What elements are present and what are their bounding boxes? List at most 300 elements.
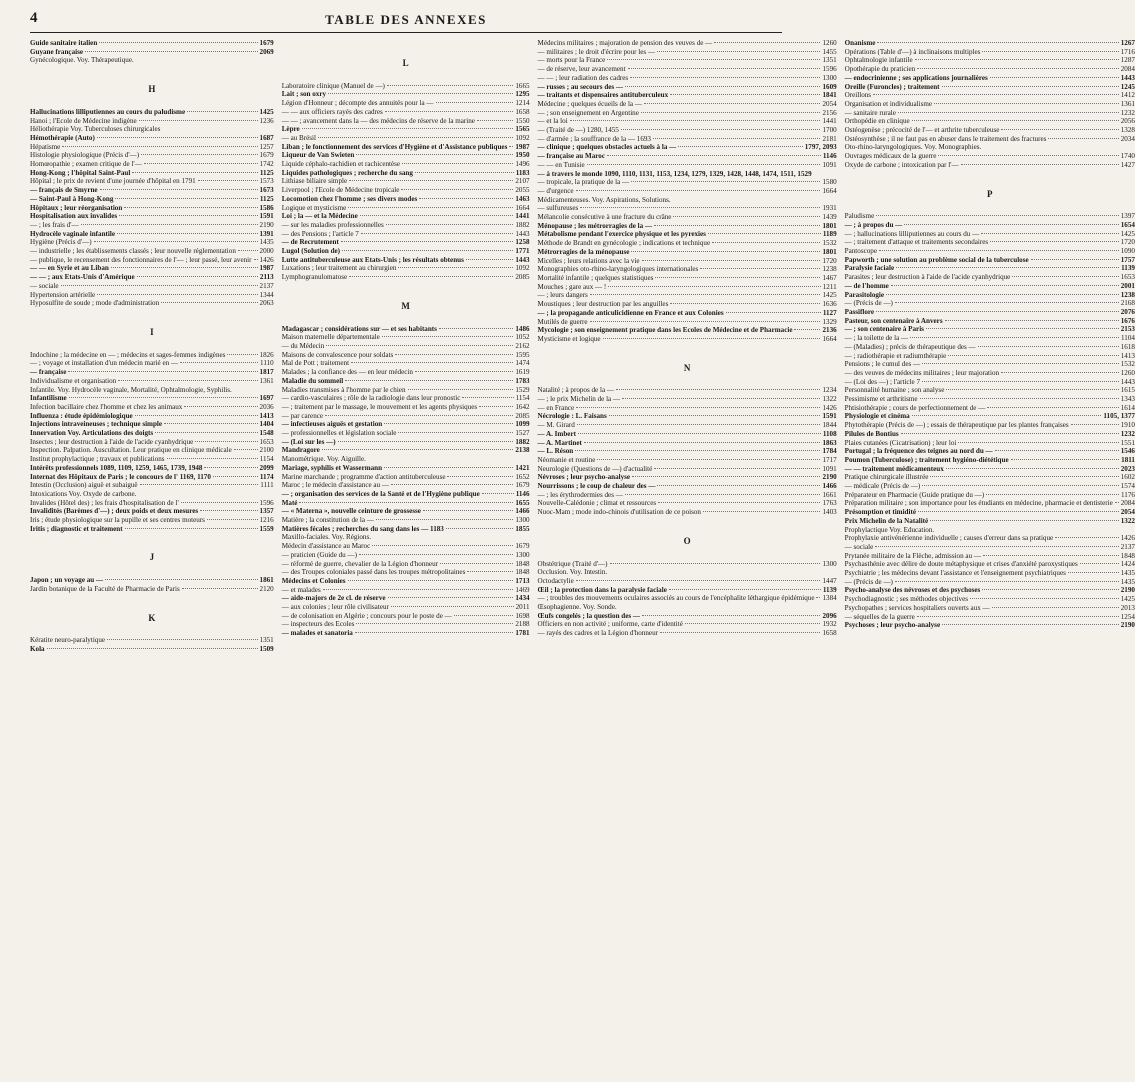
dot-leader (714, 42, 820, 43)
dot-leader (360, 215, 514, 216)
index-entry (845, 352, 1135, 361)
dot-leader (105, 579, 257, 580)
dot-leader (982, 51, 1118, 52)
entry-page: 1757 (1120, 255, 1135, 264)
dot-leader (995, 450, 1119, 451)
entry-page: 1357 (259, 507, 274, 516)
dot-leader (1011, 459, 1120, 460)
index-entry (30, 507, 274, 516)
index-entry (30, 499, 274, 508)
entry-text: Psychoses ; leur psycho-analyse (844, 621, 941, 630)
dot-leader (946, 468, 1119, 469)
entry-text: — aide-majors de 2e cl. de réserve (281, 594, 386, 603)
dot-leader (876, 311, 1119, 312)
entry-page: 1573 (259, 177, 274, 186)
dot-leader (920, 398, 1119, 399)
entry-text: — des Troupes coloniales passé dans les troupes métropolitaines (281, 568, 466, 577)
index-entry (538, 412, 837, 421)
entry-text: — inspecteurs des Ecoles (281, 620, 355, 629)
dot-leader (904, 224, 1118, 225)
entry-text: — ; son centenaire à Paris (844, 325, 924, 334)
entry-page: 1586 (259, 203, 274, 212)
entry-text: Prophylactique Voy. Education. (844, 525, 935, 534)
dot-leader (423, 510, 513, 511)
dot-leader (630, 77, 820, 78)
entry-page: 1713 (515, 576, 530, 585)
entry-page: 1661 (822, 490, 837, 499)
index-entry (538, 187, 837, 196)
dot-leader (436, 102, 514, 103)
dot-leader (1071, 424, 1119, 425)
index-entry (30, 420, 274, 429)
index-entry (538, 421, 837, 430)
index-entry (845, 430, 1135, 439)
section-letter: O (683, 535, 691, 546)
entry-text: — médicale (Précis de —) (844, 482, 921, 491)
entry-text: Jardin botanique de la Faculté de Pharmacie de Paris (30, 584, 180, 593)
dot-leader (338, 441, 514, 442)
entry-text: Prophylaxie antivénérienne individuelle ; causes d'erreur dans sa pratique (844, 534, 1054, 543)
dot-leader (238, 250, 258, 251)
entry-text: Maladies transmises à l'homme par le chien (281, 385, 406, 394)
dot-leader (345, 380, 513, 381)
dot-leader (658, 502, 820, 503)
dot-leader (570, 120, 821, 121)
index-entry (538, 239, 837, 248)
entry-page: 1412 (1120, 91, 1135, 100)
entry-page: 1463 (515, 194, 530, 203)
entry-text: — praticien (Guide du —) (281, 550, 357, 559)
entry-page: 1176 (1121, 490, 1135, 499)
entry-page: 1434 (515, 594, 530, 603)
index-entry (282, 273, 530, 282)
dot-leader (609, 415, 821, 416)
index-entry (845, 39, 1135, 48)
index-entry (30, 576, 274, 585)
dot-leader (446, 528, 513, 529)
entry-page: 2096 (822, 611, 837, 620)
entry-text: — russes ; au secours des — (537, 82, 624, 91)
entry-text: Nourrissons ; le coup de chaleur des — (537, 482, 656, 491)
index-entry (30, 125, 274, 134)
entry-page: 1720 (822, 256, 837, 265)
index-entry (845, 473, 1135, 482)
index-entry (282, 151, 530, 160)
dot-leader (342, 250, 513, 251)
entry-page: 1811 (1121, 455, 1135, 464)
dot-leader (990, 241, 1119, 242)
entry-page: 1232 (1120, 108, 1135, 117)
entry-page: 1238 (1120, 290, 1135, 299)
entry-text: — — ; avancement dans la — des médecins de réserve de la marine (281, 116, 475, 125)
entry-text: Marine marchande ; programme d'action antituberculeuse (281, 472, 446, 481)
entry-page: 1267 (1120, 39, 1135, 47)
entry-text: Papworth ; une solution au problème social de la tuberculose (844, 255, 1029, 264)
dot-leader (415, 371, 513, 372)
index-entry (282, 230, 530, 239)
entry-page: 1664 (515, 203, 530, 212)
dot-leader (915, 59, 1119, 60)
dot-leader (901, 433, 1119, 434)
index-entry (30, 412, 274, 421)
dot-leader (348, 580, 514, 581)
entry-text: Manométrique. Voy. Aiguille. (281, 455, 366, 464)
entry-page: 2190 (259, 220, 274, 229)
entry-text: Nécrologie : L. Faisans (537, 412, 607, 421)
entry-page: 1546 (1120, 447, 1135, 456)
dot-leader (227, 354, 257, 355)
dot-leader (678, 146, 802, 147)
entry-text: — de Recrutement (281, 238, 339, 247)
entry-page: 1509 (259, 644, 274, 653)
entry-text: Parasitologie (844, 290, 885, 299)
dot-leader (608, 286, 820, 287)
index-entry (845, 273, 1135, 282)
dot-leader (322, 449, 514, 450)
entry-text: — ; radiothérapie et radiumthérapie (844, 351, 947, 360)
index-entry (538, 326, 837, 335)
index-entry (538, 586, 837, 595)
entry-text: — cardio-vasculaires ; rôle de la radiologie dans leur pronostic (281, 394, 461, 403)
dot-leader (794, 329, 820, 330)
dot-leader (622, 398, 820, 399)
entry-page: 1125 (259, 194, 274, 203)
entry-page: 1300 (515, 550, 530, 559)
index-entry (845, 282, 1135, 291)
entry-text: Madagascar ; considérations sur — et ses habitants (281, 324, 437, 333)
index-entry (845, 65, 1135, 74)
index-entry (538, 39, 837, 48)
index-entry (845, 135, 1135, 144)
index-entry (282, 533, 530, 542)
entry-page: 1361 (1120, 99, 1135, 108)
entry-page: 1426 (259, 255, 274, 264)
entry-page: 1673 (259, 186, 274, 195)
dot-leader (384, 467, 513, 468)
dot-leader (161, 302, 257, 303)
entry-page: 1154 (259, 455, 274, 464)
index-entry (282, 351, 530, 360)
entry-page: 1817 (259, 368, 274, 377)
entry-page: 1189 (822, 230, 837, 239)
entry-text: Kératite neuro-paralytique (30, 636, 106, 645)
entry-page: 1574 (1120, 482, 1135, 491)
index-entry (282, 143, 530, 152)
entry-page: 1254 (1120, 612, 1135, 621)
entry-page: 1486 (515, 324, 530, 333)
dot-leader (382, 336, 514, 337)
index-entry (30, 368, 274, 377)
dot-leader (144, 163, 258, 164)
index-entry (538, 386, 837, 395)
section-letter: J (149, 552, 155, 563)
dot-leader (234, 449, 258, 450)
entry-page: 1679 (515, 481, 530, 490)
entry-page: 1664 (822, 334, 837, 343)
index-entry (30, 212, 274, 221)
dot-leader (482, 493, 514, 494)
entry-text: — en France (537, 403, 575, 412)
index-entry (845, 343, 1135, 352)
entry-page: 1384 (822, 594, 837, 603)
entry-page: 2188 (515, 620, 530, 629)
dot-leader (119, 215, 257, 216)
index-entry (845, 317, 1135, 326)
entry-page: 1679 (515, 542, 530, 551)
index-entry (538, 143, 837, 152)
entry-text: — ; les érythrodermies des — (537, 490, 623, 499)
entry-page: 1861 (259, 576, 274, 585)
dot-leader (655, 277, 820, 278)
dot-leader (641, 112, 821, 113)
entry-page: 1742 (259, 160, 274, 169)
index-entry (845, 247, 1135, 256)
dot-leader (1001, 372, 1119, 373)
dot-leader (669, 589, 821, 590)
entry-text: Mouches ; gare aux — ! (537, 282, 607, 291)
dot-leader (328, 93, 513, 94)
entry-text: — de l'homme (844, 281, 889, 290)
entry-text: — endocrinienne ; ses applications journalières (844, 73, 988, 82)
dot-leader (657, 485, 820, 486)
index-entry (30, 394, 274, 403)
index-entry (538, 577, 837, 586)
index-entry (282, 612, 530, 621)
index-entry (30, 160, 274, 169)
index-entry (30, 386, 274, 395)
entry-page: 1655 (515, 498, 530, 507)
entry-text: Méthode de Brandt en gynécologie ; indications et technique (537, 239, 711, 248)
entry-text: Psychasthénie avec délire de doute métaphysique et crises d'anxiété paroxystiques (844, 560, 1078, 569)
entry-text: — de réserve, leur avancement (537, 65, 626, 74)
entry-text: Névroses ; leur psycho-analyse (537, 473, 631, 482)
index-entry (845, 325, 1135, 334)
index-entry (30, 636, 274, 645)
index-entry (538, 248, 837, 257)
dot-leader (625, 86, 820, 87)
entry-page: 1532 (822, 239, 837, 248)
index-entry (30, 273, 274, 282)
index-entry (282, 525, 530, 534)
entry-page: 1466 (515, 507, 530, 516)
dot-leader (164, 423, 257, 424)
entry-page: 2137 (259, 281, 274, 290)
dot-leader (603, 338, 821, 339)
dot-leader (125, 528, 258, 529)
entry-page: 1466 (822, 482, 837, 491)
entry-page: 1565 (515, 125, 530, 134)
entry-text: — sociale (844, 542, 874, 551)
entry-text: Lugol (Solution de) (281, 247, 341, 256)
index-entry (30, 438, 274, 447)
entry-text: Gynécologique. Voy. Thérapeutique. (30, 56, 134, 65)
dot-leader (415, 172, 514, 173)
index-entry (845, 421, 1135, 430)
section-letter: I (150, 326, 154, 337)
index-entry (282, 125, 530, 134)
entry-text: Institut prophylactique ; travaux et publications (30, 455, 165, 464)
entry-text: — « Materna », nouvelle ceinture de grossesse (281, 507, 421, 516)
dot-leader (117, 233, 258, 234)
index-entry (845, 412, 1135, 421)
index-entry (282, 542, 530, 551)
entry-text: Intestin (Occlusion) aiguë et subaiguë (30, 481, 138, 490)
dot-leader (439, 328, 513, 329)
entry-text: Intérêts professionnels 1089, 1109, 1259, 1465, 1739, 1948 (30, 463, 203, 472)
index-entry (30, 204, 274, 213)
index-entry (30, 247, 274, 256)
index-entry (845, 543, 1135, 552)
entry-page: 1882 (515, 220, 530, 229)
dot-leader (351, 362, 513, 363)
entry-page: 1697 (259, 394, 274, 403)
dot-leader (673, 216, 820, 217)
dot-leader (361, 233, 514, 234)
index-entry (845, 491, 1135, 500)
entry-text: Maté (281, 498, 298, 507)
entry-page: 1548 (259, 429, 274, 438)
entry-text: Mélancolie consécutive à une fracture du crâne (537, 213, 672, 222)
dot-leader (616, 389, 821, 390)
entry-text: Liban ; le fonctionnement des services d'Hygiène et d'Assistance publiques (281, 142, 508, 151)
index-entry (538, 447, 837, 456)
entry-text: — malades et sanatoria (281, 629, 353, 638)
entry-text: Ostéogenèse ; précocité de l'— et arthrite tuberculeuse (844, 126, 1000, 135)
entry-page: 1716 (1120, 47, 1135, 56)
index-column-1 (30, 39, 274, 1079)
section-letter: K (148, 612, 156, 623)
dot-leader (254, 259, 258, 260)
entry-text: Hypertension artérielle (30, 290, 96, 299)
entry-text: Hospitalisation aux invalides (30, 212, 118, 221)
dot-leader (607, 155, 821, 156)
entry-page: 1146 (515, 489, 530, 498)
entry-text: — ; son enseignement en Argentine (537, 108, 639, 117)
dot-leader (140, 484, 259, 485)
dot-leader (302, 128, 514, 129)
entry-page: 1328 (1120, 126, 1135, 135)
entry-page: 1636 (822, 300, 837, 309)
entry-text: Opérations (Table d'—) à inclinaisons multiples (844, 47, 981, 56)
entry-page: 1595 (515, 350, 530, 359)
index-entry (845, 308, 1135, 317)
dot-leader (632, 476, 820, 477)
index-entry (282, 560, 530, 569)
index-entry (845, 404, 1135, 413)
entry-text: Lait ; son oxry (281, 90, 327, 99)
dot-leader (376, 519, 513, 520)
index-column-2 (282, 39, 530, 1079)
entry-text: — (Maladies) ; précis de thérapeutique des — (844, 342, 976, 351)
dot-leader (395, 354, 513, 355)
index-entry (30, 151, 274, 160)
index-entry (845, 439, 1135, 448)
entry-page: 1092 (515, 264, 530, 273)
entry-text: Natalité ; à propos de la — (537, 386, 614, 395)
entry-text: Iritis ; diagnostic et traitement (30, 524, 123, 533)
dot-leader (576, 580, 821, 581)
index-entry (845, 83, 1135, 92)
entry-page: 1615 (1120, 386, 1135, 395)
entry-text: Passiflore (844, 307, 875, 316)
index-entry (30, 473, 274, 482)
index-entry (30, 221, 274, 230)
index-entry (30, 490, 274, 499)
entry-page: 2034 (1120, 134, 1135, 143)
entry-text: Guyane française (30, 47, 84, 56)
entry-page: 1439 (822, 213, 837, 222)
entry-page: 1413 (1120, 351, 1135, 360)
index-entry (282, 586, 530, 595)
entry-page: 2099 (259, 463, 274, 472)
index-entry (282, 507, 530, 516)
dot-leader (68, 371, 257, 372)
entry-text: Occlusion. Voy. Intestin. (537, 568, 608, 577)
entry-text: Hanoi ; l'Ecole de Médecine indigène (30, 116, 137, 125)
entry-text: Internat des Hôpitaux de Paris ; le concours de l' 1169, 1170 (30, 472, 211, 481)
index-entry (538, 499, 837, 508)
entry-page: 2054 (1120, 508, 1135, 517)
entry-page: 1529 (515, 385, 530, 394)
entry-page: 2023 (1120, 464, 1135, 473)
index-entry (282, 90, 530, 99)
entry-text: Ménopause ; les métrorragies de la — (537, 221, 653, 230)
dot-leader (873, 94, 1119, 95)
entry-text: Intoxications Voy. Oxyde de carbone. (30, 489, 137, 498)
entry-page: 1698 (515, 611, 530, 620)
dot-leader (891, 285, 1119, 286)
index-entry (845, 100, 1135, 109)
dot-leader (213, 476, 258, 477)
index-entry (538, 48, 837, 57)
entry-text: Lithiase biliaire simple (281, 177, 348, 186)
entry-text: Infantilisme (30, 394, 67, 403)
index-entry (538, 100, 837, 109)
entry-page: 1580 (822, 178, 837, 187)
dot-leader (447, 476, 513, 477)
index-entry (538, 126, 837, 135)
entry-page: 1783 (515, 376, 530, 385)
dot-leader (987, 407, 1118, 408)
entry-page: 1257 (259, 142, 274, 151)
index-entry (538, 456, 837, 465)
entry-page: 1426 (822, 403, 837, 412)
entry-text: — ; la propagande anticulicidienne en France et aux Colonies (537, 308, 724, 317)
index-entry (845, 465, 1135, 474)
entry-page: 2162 (515, 341, 530, 350)
entry-page: 1425 (822, 291, 837, 300)
entry-text: Oreillons (844, 91, 872, 100)
entry-page: 1614 (1120, 403, 1135, 412)
entry-page: 2190 (1120, 586, 1135, 595)
index-entry (282, 238, 530, 247)
dot-leader (167, 458, 258, 459)
dot-leader (391, 484, 513, 485)
entry-page: 1771 (515, 247, 530, 256)
entry-page: 1781 (515, 629, 530, 638)
entry-text: — sociale (30, 281, 59, 290)
entry-page: 2063 (259, 299, 274, 308)
dot-leader (981, 233, 1119, 234)
index-entry (282, 325, 530, 334)
index-entry (845, 360, 1135, 369)
index-entry (845, 212, 1135, 221)
page-header (30, 6, 782, 33)
entry-text: Personnalité humaine ; son analyse (844, 386, 945, 395)
entry-page: 1559 (259, 524, 274, 533)
entry-text: Médecins militaires ; majoration de pension des veuves de — (537, 39, 713, 47)
dot-leader (990, 77, 1119, 78)
